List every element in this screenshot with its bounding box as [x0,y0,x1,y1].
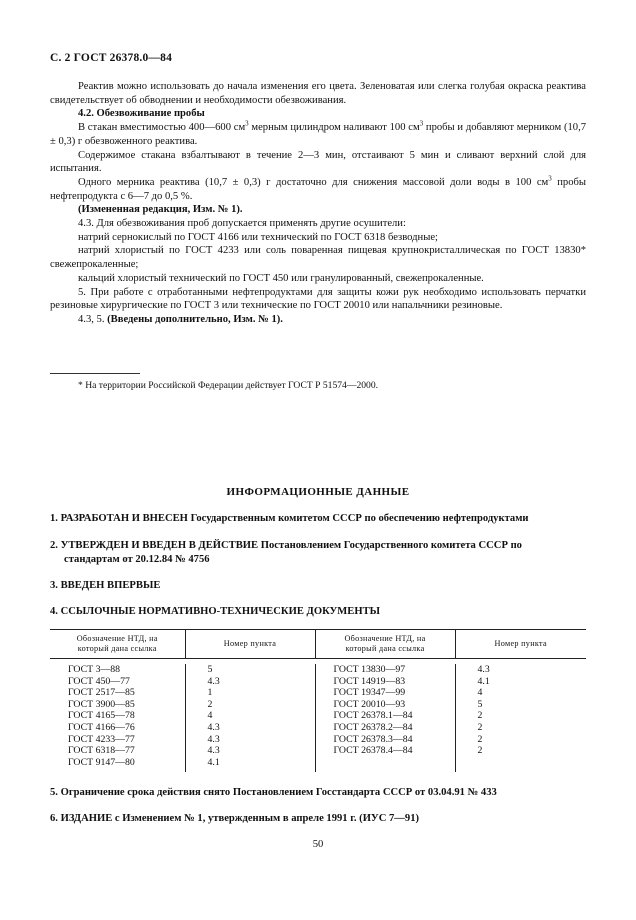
info-title: ИНФОРМАЦИОННЫЕ ДАННЫЕ [226,486,410,498]
table-row: ГОСТ 4166—76 4.3 ГОСТ 26378.2—84 2 [50,722,586,734]
page-number: 50 [312,839,324,850]
paragraph: 4.3. Для обезвоживания проб допускается применять другие осушители: [78,218,406,230]
page-header: С. 2 ГОСТ 26378.0—84 [50,52,173,64]
paragraph: В стакан вместимостью 400—600 $см^3$ мерным цилиндром наливают 100 $см^3$ пробы и добавляют мерником (10,7 ± 0,3) г обезвоженного реактива. [50,119,587,147]
table-row: ГОСТ 450—77 4.3 ГОСТ 14919—83 4.1 [50,676,586,688]
section-4: 4. ССЫЛОЧНЫЕ НОРМАТИВНО-ТЕХНИЧЕСКИЕ ДОКУМЕНТЫ [50,606,381,617]
table-row: ГОСТ 3—88 5 ГОСТ 13830—97 4.3 [50,664,586,676]
table-row: ГОСТ 9147—80 4.1 [50,757,586,769]
footnote-divider [50,373,140,374]
section-1: 1. РАЗРАБОТАН И ВНЕСЕН Государственным комитетом СССР по обеспечению нефтепродуктами [50,513,529,524]
section-6: 6. ИЗДАНИЕ с Изменением № 1, утвержденным в апреле 1991 г. (ИУС 7—91) [50,813,420,824]
section-2: 2. УТВЕРЖДЕН И ВВЕДЕН В ДЕЙСТВИЕ Постановлением Государственного комитета СССР по стандартам от 20.12.84 № 4756 [50,540,522,565]
column-header-item: Номер пункта [455,630,586,659]
paragraph: кальций хлористый технический по ГОСТ 450 или гранулированный, свежепрокаленные. [78,272,484,284]
section-3: 3. ВВЕДЕН ВПЕРВЫЕ [50,580,161,591]
footnote: * На территории Российской Федерации действует ГОСТ Р 51574—2000. [78,380,379,391]
paragraph: натрий сернокислый по ГОСТ 4166 или технический по ГОСТ 6318 безводные; [78,231,438,243]
column-header-item: Номер пункта [185,630,315,659]
paragraph: Одного мерника реактива (10,7 ± 0,3) г достаточно для снижения массовой доли воды в 100 $см^3$ пробы нефтепродукта с 6—7 до 0,5 %. [50,174,587,202]
paragraph: Содержимое стакана взбалтывают в течение 2—3 мин, отстаивают 5 мин и сливают верхний слой для испытания. [50,149,586,175]
amendment-note: 4.3, 5. (Введены дополнительно, Изм. № 1). [78,313,283,325]
table-row: ГОСТ 4233—77 4.3 ГОСТ 26378.3—84 2 [50,734,586,746]
table-row: ГОСТ 2517—85 1 ГОСТ 19347—99 4 [50,687,586,699]
paragraph: 5. При работе с отработанными нефтепродуктами для защиты кожи рук необходимо использовать перчатки резиновые хирургические по ГОСТ 3 или технические по ГОСТ 20010 или напальчники резиновые. [50,286,586,312]
section-5: 5. Ограничение срока действия снято Постановлением Госстандарта СССР от 03.04.91 № 433 [50,787,497,798]
column-header-doc: Обозначение НТД, на который дана ссылка [315,630,455,659]
column-header-doc: Обозначение НТД, на который дана ссылка [50,630,185,659]
table-row: ГОСТ 3900—85 2 ГОСТ 20010—93 5 [50,699,586,711]
table-header-row [50,630,586,659]
body-text [50,80,586,327]
subsection-heading: 4.2. Обезвоживание пробы [78,108,205,120]
paragraph: натрий хлористый по ГОСТ 4233 или соль поваренная пищевая крупнокристаллическая по ГОСТ 13830* свежепрокаленные; [50,245,586,271]
table-row: ГОСТ 4165—78 4 ГОСТ 26378.1—84 2 [50,710,586,722]
references-table [50,629,586,772]
table-row: ГОСТ 6318—77 4.3 ГОСТ 26378.4—84 2 [50,745,586,757]
paragraph: Реактив можно использовать до начала изменения его цвета. Зеленоватая или слегка голубая окраска реактива свидетельствует об обводнении и необходимости обезвоживания. [50,81,586,106]
amendment-note: (Измененная редакция, Изм. № 1). [78,204,243,216]
